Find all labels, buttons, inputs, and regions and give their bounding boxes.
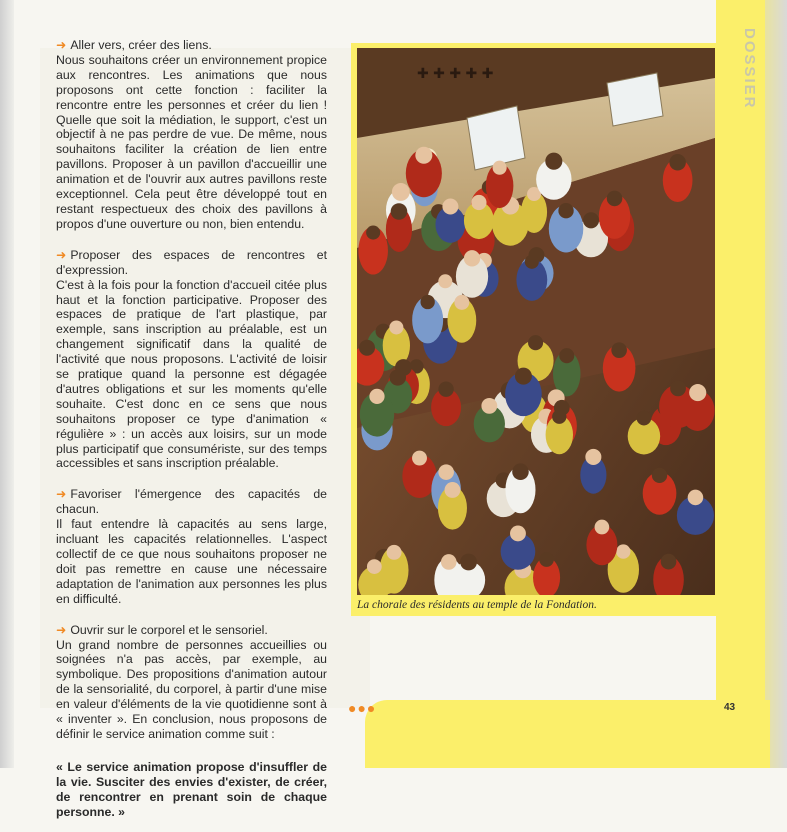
page-edge xyxy=(0,0,14,768)
choir-photo xyxy=(357,48,715,595)
page-number: 43 xyxy=(724,702,736,713)
paragraph-body: Nous souhaitons créer un environnement propice aux rencontres. Les animations que nous proposons ont cette fonction : faciliter la rencontre entre les personnes et créer du lien ! Quelle que soit la médiation, le support, c'est un objectif à ne pas perdre de vue. De même, nous souhaitons faciliter la création de lien entre pavillons. Proposer à un pavillon d'accueillir une animation et de l'ouvrir aux autres pavillons reste exceptionnel. Cela peut être développé tout en restant respectueux des choix des pavillons à propos d'une ouverture ou non, bien entendu. xyxy=(56,52,327,231)
arrow-icon: ➜ xyxy=(56,622,67,637)
paragraph-4 xyxy=(56,623,327,742)
paragraph-lead: Ouvrir sur le corporel et le sensoriel. xyxy=(70,622,268,637)
paragraph-body: C'est à la fois pour la fonction d'accueil citée plus haut et la fonction participative. Proposer des espaces de pratique de l'art plastique, par exemple, sans inscription au préalable, est un changement significatif dans la qualité de l'activité que nous proposons. L'activité de loisir se pratique quand la personne est dégagée d'autres obligations et sur les moments qu'elle souhaite. C'est donc en ce sens que nous souhaitons proposer ce type d'animation « régulière » : un accès aux loisirs, sur un mode plus participatif que consumériste, sur des temps accessibles et sans inscription préalable. xyxy=(56,277,327,471)
arrow-icon: ➜ xyxy=(56,247,67,262)
paragraph-lead: Aller vers, créer des liens. xyxy=(70,38,212,52)
paragraph-1 xyxy=(56,38,327,232)
paragraph-2 xyxy=(56,248,327,472)
pull-quote: « Le service animation propose d'insuffler de la vie. Susciter des envies d'exister, de créer, de rencontrer en prenant soin de chaque personne. » xyxy=(56,759,327,819)
arrow-icon: ➜ xyxy=(56,38,67,52)
article-text xyxy=(56,38,327,832)
paragraph-lead: Proposer des espaces de rencontres et d'expression. xyxy=(56,247,327,277)
decorative-dots: ●●● xyxy=(348,700,377,716)
page-edge-right xyxy=(765,0,787,768)
paragraph-body: Il faut entendre là capacités au sens large, incluant les capacités relationnelles. L'aspect collectif de ce que nous souhaitons proposer ne doit pas remettre en cause une nécessaire adaptation de l'animation aux personnes les plus en difficulté. xyxy=(56,517,327,606)
arrow-icon: ➜ xyxy=(56,487,67,502)
svg-text:✚ ✚ ✚ ✚ ✚: ✚ ✚ ✚ ✚ ✚ xyxy=(417,66,494,82)
photo-caption: La chorale des résidents au temple de la Fondation. xyxy=(357,599,597,611)
section-tab: DOSSIER xyxy=(741,28,758,110)
paragraph-lead: Favoriser l'émergence des capacités de chacun. xyxy=(56,487,327,517)
paragraph-3 xyxy=(56,487,327,606)
paragraph-body: Un grand nombre de personnes accueillies ou soignées n'a pas accès, par exemple, au symbolique. Des propositions d'animation autour de la sensorialité, du corporel, à partir d'une mise en valeur d'éléments de la vie quotidienne sont à « inventer ». En conclusion, nous proposons de définir le service animation comme suit : xyxy=(56,637,327,741)
yellow-band-bottom xyxy=(365,700,770,768)
